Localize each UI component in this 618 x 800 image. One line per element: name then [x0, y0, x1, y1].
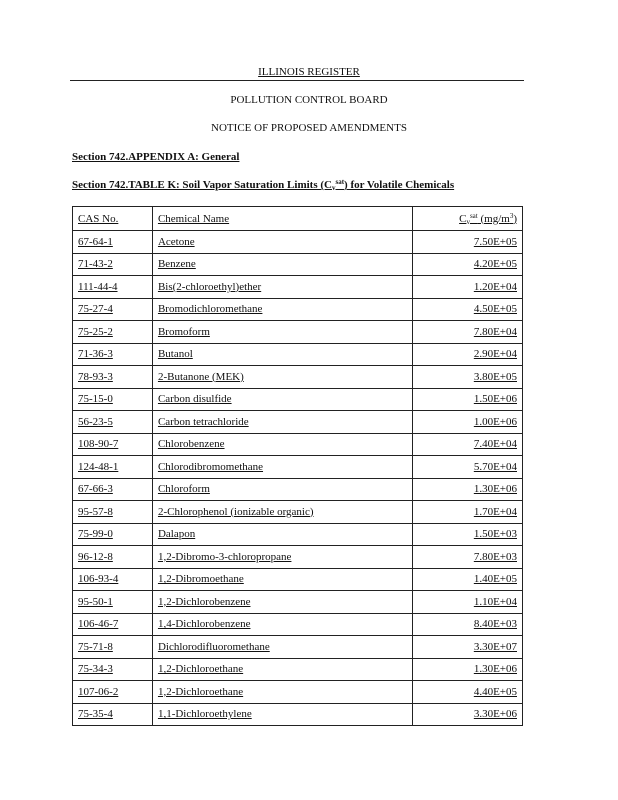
saturation-limit-cell: 4.40E+05: [413, 681, 523, 704]
table-row: [73, 411, 523, 434]
cas-cell: 78-93-3: [73, 366, 153, 389]
saturation-limit-cell: 8.40E+03: [413, 613, 523, 636]
saturation-limit-cell: 2.90E+04: [413, 343, 523, 366]
chemical-name-cell: Bis(2-chloroethyl)ether: [152, 276, 413, 299]
table-row: [73, 591, 523, 614]
cas-cell: 67-64-1: [73, 231, 153, 254]
cas-cell: 75-15-0: [73, 388, 153, 411]
table-row: [73, 681, 523, 704]
table-row: [73, 478, 523, 501]
saturation-limit-cell: 1.10E+04: [413, 591, 523, 614]
cas-cell: 96-12-8: [73, 546, 153, 569]
cas-cell: 75-35-4: [73, 703, 153, 726]
chemical-name-cell: Carbon tetrachloride: [152, 411, 413, 434]
chemical-name-cell: 1,4-Dichlorobenzene: [152, 613, 413, 636]
chemical-name-cell: 2-Chlorophenol (ionizable organic): [152, 501, 413, 524]
cas-cell: 108-90-7: [73, 433, 153, 456]
chemical-name-cell: Butanol: [152, 343, 413, 366]
table-header-row: [73, 207, 523, 231]
table-row: [73, 343, 523, 366]
saturation-limit-cell: 1.30E+06: [413, 478, 523, 501]
table-row: [73, 568, 523, 591]
cas-cell: 106-46-7: [73, 613, 153, 636]
table-row: [73, 321, 523, 344]
saturation-limit-cell: 1.30E+06: [413, 658, 523, 681]
cas-column-header: CAS No.: [73, 207, 153, 231]
chemical-name-cell: Chloroform: [152, 478, 413, 501]
cas-cell: 75-71-8: [73, 636, 153, 659]
table-row: [73, 523, 523, 546]
table-row: [73, 703, 523, 726]
saturation-limit-cell: 1.50E+03: [413, 523, 523, 546]
table-row: [73, 366, 523, 389]
saturation-limit-cell: 5.70E+04: [413, 456, 523, 479]
chemical-name-cell: Chlorobenzene: [152, 433, 413, 456]
name-column-header: Chemical Name: [152, 207, 413, 231]
chemical-name-cell: Chlorodibromomethane: [152, 456, 413, 479]
saturation-limit-cell: 1.50E+06: [413, 388, 523, 411]
chemical-name-cell: 1,2-Dibromoethane: [152, 568, 413, 591]
saturation-limit-cell: 7.80E+03: [413, 546, 523, 569]
table-row: [73, 231, 523, 254]
chemical-name-cell: 1,2-Dichloroethane: [152, 681, 413, 704]
cas-cell: 75-99-0: [73, 523, 153, 546]
table-row: [73, 501, 523, 524]
cas-cell: 124-48-1: [73, 456, 153, 479]
saturation-limit-cell: 1.00E+06: [413, 411, 523, 434]
chemical-name-cell: Benzene: [152, 253, 413, 276]
table-row: [73, 433, 523, 456]
table-row: [73, 298, 523, 321]
table-row: [73, 658, 523, 681]
cas-cell: 75-27-4: [73, 298, 153, 321]
chemical-name-cell: 1,2-Dibromo-3-chloropropane: [152, 546, 413, 569]
table-row: [73, 456, 523, 479]
table-row: [73, 636, 523, 659]
saturation-limits-table: [72, 206, 523, 726]
saturation-limit-cell: 7.50E+05: [413, 231, 523, 254]
saturation-limit-cell: 3.80E+05: [413, 366, 523, 389]
table-heading-prefix: Section 742.TABLE K: Soil Vapor Saturation Limits (C: [72, 179, 332, 191]
table-heading-suffix: ) for Volatile Chemicals: [344, 179, 455, 191]
board-title: POLLUTION CONTROL BOARD: [230, 94, 388, 106]
saturation-limit-cell: 7.80E+04: [413, 321, 523, 344]
saturation-limit-cell: 3.30E+06: [413, 703, 523, 726]
saturation-limit-cell: 1.70E+04: [413, 501, 523, 524]
table-heading: [72, 179, 542, 191]
table-heading-sup: sat: [335, 178, 345, 186]
table-row: [73, 613, 523, 636]
cas-cell: 106-93-4: [73, 568, 153, 591]
cas-cell: 56-23-5: [73, 411, 153, 434]
cas-cell: 71-36-3: [73, 343, 153, 366]
table-row: [73, 253, 523, 276]
chemical-name-cell: Carbon disulfide: [152, 388, 413, 411]
chemical-name-cell: Acetone: [152, 231, 413, 254]
table-row: [73, 388, 523, 411]
cas-cell: 67-66-3: [73, 478, 153, 501]
saturation-limit-cell: 3.30E+07: [413, 636, 523, 659]
chemical-name-cell: 1,1-Dichloroethylene: [152, 703, 413, 726]
cas-cell: 95-57-8: [73, 501, 153, 524]
cas-cell: 71-43-2: [73, 253, 153, 276]
cas-cell: 95-50-1: [73, 591, 153, 614]
chemical-name-cell: Bromodichloromethane: [152, 298, 413, 321]
table-row: [73, 546, 523, 569]
chemical-name-cell: Dichlorodifluoromethane: [152, 636, 413, 659]
cas-cell: 75-34-3: [73, 658, 153, 681]
chemical-name-cell: 1,2-Dichloroethane: [152, 658, 413, 681]
saturation-limit-cell: 1.20E+04: [413, 276, 523, 299]
value-column-header: $C_v^{sat}$ $(mg/m^3)$: [413, 207, 523, 231]
chemical-name-cell: Bromoform: [152, 321, 413, 344]
cas-cell: 111-44-4: [73, 276, 153, 299]
saturation-limit-cell: 1.40E+05: [413, 568, 523, 591]
chemical-name-cell: Dalapon: [152, 523, 413, 546]
saturation-limit-cell: 4.50E+05: [413, 298, 523, 321]
notice-title: NOTICE OF PROPOSED AMENDMENTS: [211, 122, 407, 134]
saturation-limit-cell: 7.40E+04: [413, 433, 523, 456]
cas-cell: 75-25-2: [73, 321, 153, 344]
table-heading-sub: v: [331, 184, 336, 192]
table-body: [73, 231, 523, 726]
saturation-limit-cell: 4.20E+05: [413, 253, 523, 276]
register-title: ILLINOIS REGISTER: [258, 66, 360, 78]
chemical-name-cell: 1,2-Dichlorobenzene: [152, 591, 413, 614]
header-rule: [70, 80, 524, 81]
cas-cell: 107-06-2: [73, 681, 153, 704]
chemical-name-cell: 2-Butanone (MEK): [152, 366, 413, 389]
section-heading: Section 742.APPENDIX A: General: [72, 151, 240, 163]
table-row: [73, 276, 523, 299]
